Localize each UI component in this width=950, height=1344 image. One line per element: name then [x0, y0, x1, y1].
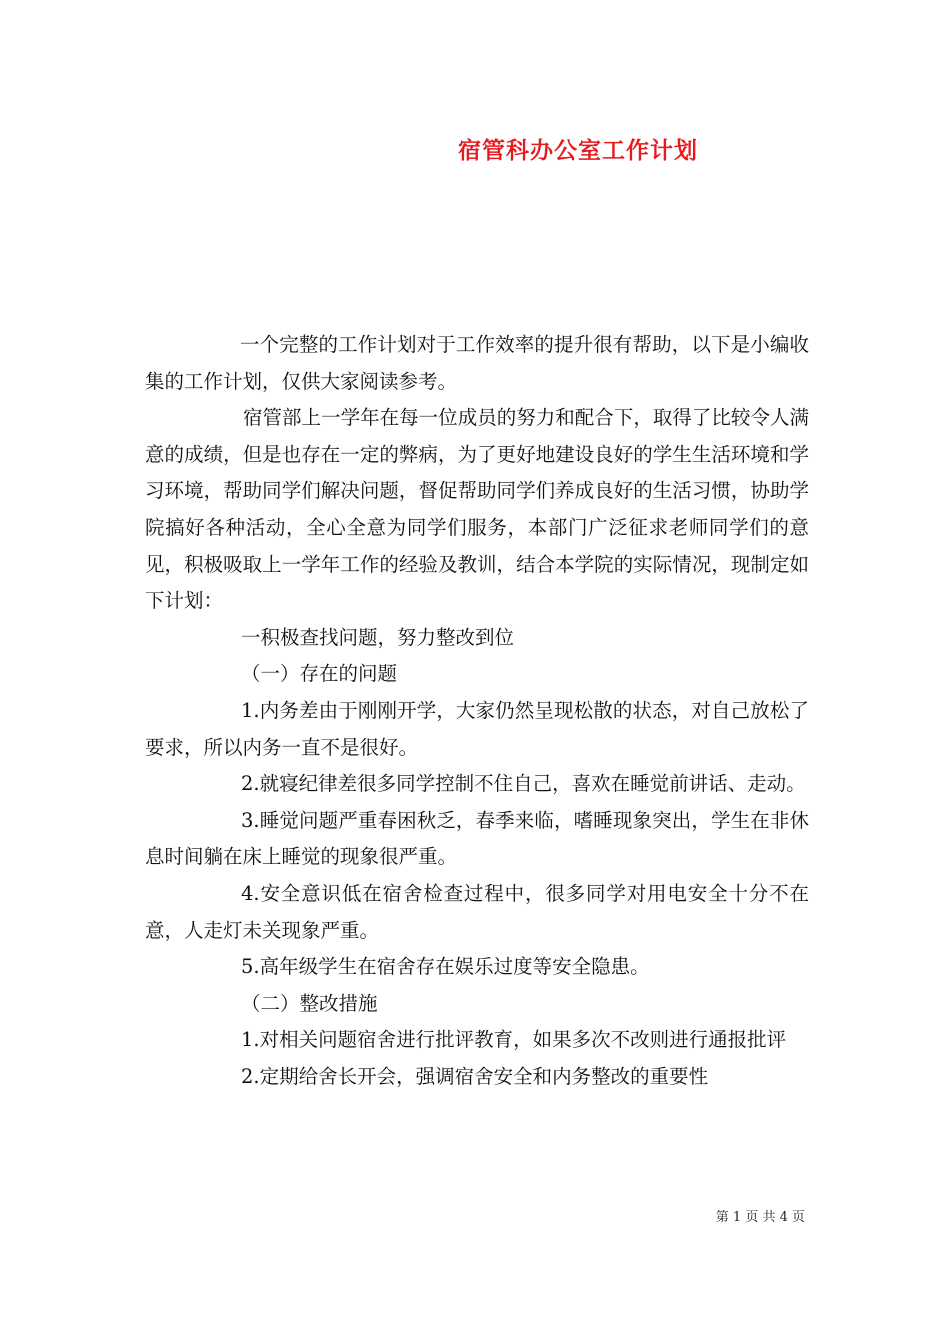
heading-section-one: 一积极查找问题，努力整改到位 — [241, 625, 515, 649]
paragraph-intro: 一个完整的工作计划对于工作效率的提升很有帮助，以下是小编收集的工作计划，仅供大家阅读参考。 — [145, 333, 809, 393]
list-item-problem-5: 5.高年级学生在宿舍存在娱乐过度等安全隐患。 — [241, 955, 650, 979]
page-number-footer: 第 1 页 共 4 页 — [715, 1210, 805, 1225]
list-item-measure-2: 2.定期给舍长开会，强调宿舍安全和内务整改的重要性 — [241, 1064, 709, 1088]
list-item-problem-2: 2.就寝纪律差很多同学控制不住自己，喜欢在睡觉前讲话、走动。 — [241, 772, 806, 796]
document-body — [145, 327, 809, 1095]
list-item-problem-1: 1.内务差由于刚刚开学，大家仍然呈现松散的状态，对自己放松了要求，所以内务一直不是很好。 — [145, 698, 809, 759]
heading-corrective-measures: （二）整改措施 — [241, 991, 378, 1015]
list-item-problem-4: 4.安全意识低在宿舍检查过程中，很多同学对用电安全十分不在意，人走灯未关现象严重。 — [145, 881, 809, 942]
paragraph-background: 宿管部上一学年在每一位成员的努力和配合下，取得了比较令人满意的成绩，但是也存在一定的弊病，为了更好地建设良好的学生生活环境和学习环境，帮助同学们解决问题，督促帮助同学们养成良好的生活习惯，协助学院搞好各种活动，全心全意为同学们服务，本部门广泛征求老师同学们的意见，积极吸取上一学年工作的经验及教训，结合本学院的实际情况，现制定如下计划： — [145, 406, 809, 613]
document-title: 宿管科办公室工作计划 — [458, 137, 698, 164]
list-item-problem-3: 3.睡觉问题严重春困秋乏，春季来临，嗜睡现象突出，学生在非休息时间躺在床上睡觉的现象很严重。 — [145, 808, 809, 869]
list-item-measure-1: 1.对相关问题宿舍进行批评教育，如果多次不改则进行通报批评 — [241, 1028, 787, 1052]
heading-existing-problems: （一）存在的问题 — [241, 662, 398, 686]
